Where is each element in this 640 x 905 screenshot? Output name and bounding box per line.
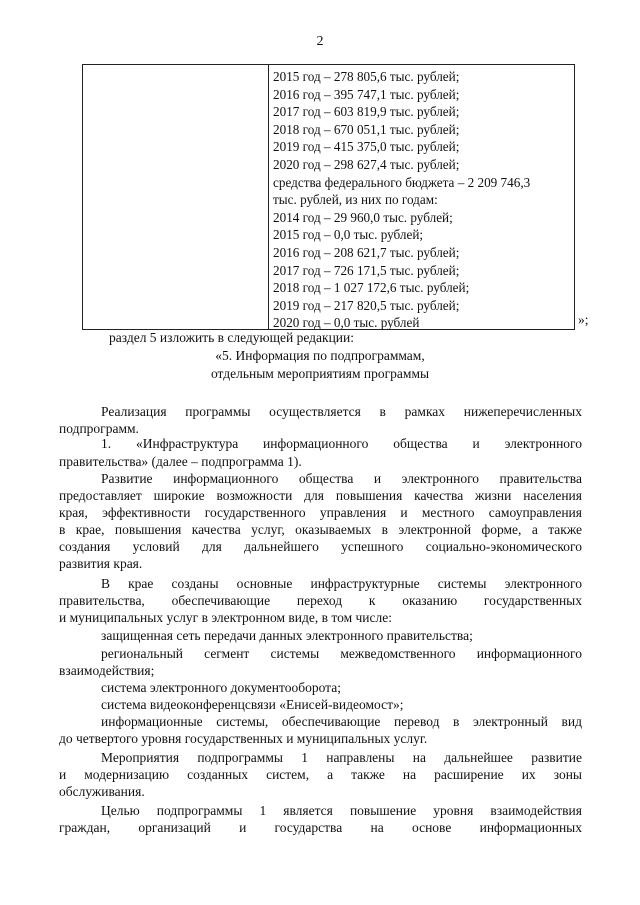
body-line: предоставляет широкие возможности для повышения качества жизни населения [59,488,582,503]
funding-line: 2017 год – 603 819,9 тыс. рублей; [273,104,460,120]
body-line: правительства» (далее – подпрограмма 1). [59,454,302,469]
body-line: система электронного документооборота; [101,680,341,695]
closing-quote: »; [578,312,589,327]
page-number: 2 [316,34,324,49]
funding-line: 2019 год – 415 375,0 тыс. рублей; [273,139,460,155]
funding-line: 2015 год – 0,0 тыс. рублей; [273,227,424,243]
funding-line: 2020 год – 0,0 тыс. рублей [273,315,420,331]
section-heading-line-1: «5. Информация по подпрограммам, [215,348,425,363]
body-line: края, эффективности государственного управления и местного самоуправления [59,505,582,520]
body-line: граждан, организаций и государства на основе информационных [59,820,582,835]
body-line: Реализация программы осуществляется в рамках нижеперечисленных [101,404,582,419]
body-line: и муниципальных услуг в электронном виде, в том числе: [59,610,392,625]
funding-line: тыс. рублей, из них по годам: [273,192,438,208]
body-line: до четвертого уровня государственных и муниципальных услуг. [59,731,428,746]
body-line: правительства, обеспечивающие переход к оказанию государственных [59,593,582,608]
body-line: Целью подпрограммы 1 является повышение уровня взаимодействия [101,803,582,818]
funding-cell [273,68,572,332]
table-column-divider [268,65,269,329]
funding-line: 2016 год – 395 747,1 тыс. рублей; [273,86,460,102]
funding-table [82,64,575,330]
body-line: Развитие информационного общества и электронного правительства [101,471,582,486]
body-line: создания условий для дальнейшего успешного социально-экономического [59,539,582,554]
funding-line: 2018 год – 1 027 172,6 тыс. рублей; [273,280,470,296]
funding-line: 2016 год – 208 621,7 тыс. рублей; [273,244,460,260]
body-line: информационные системы, обеспечивающие перевод в электронный вид [101,714,582,729]
funding-line: 2014 год – 29 960,0 тыс. рублей; [273,209,453,225]
body-line: система видеоконференцсвязи «Енисей-видеомост»; [101,697,404,712]
body-line: обслуживания. [59,784,145,799]
funding-line: 2015 год – 278 805,6 тыс. рублей; [273,69,460,84]
intro-line: раздел 5 изложить в следующей редакции: [109,330,355,345]
funding-line: средства федерального бюджета – 2 209 746,3 [273,174,531,190]
body-line: взаимодействия; [59,663,155,678]
funding-line: 2019 год – 217 820,5 тыс. рублей; [273,297,460,313]
body-line: и модернизацию созданных систем, а также на расширение их зоны [59,767,582,782]
body-line: региональный сегмент системы межведомственного информационного [101,646,582,661]
body-line: защищенная сеть передачи данных электронного правительства; [101,628,473,643]
body-line: В крае созданы основные инфраструктурные системы электронного [101,576,582,591]
funding-line: 2018 год – 670 051,1 тыс. рублей; [273,121,460,137]
funding-line: 2020 год – 298 627,4 тыс. рублей; [273,156,460,172]
body-line: 1. «Инфраструктура информационного общества и электронного [101,436,582,451]
body-line: подпрограмм. [59,421,139,436]
body-line: развития края. [59,556,143,571]
body-line: Мероприятия подпрограммы 1 направлены на дальнейшее развитие [101,750,582,765]
section-heading-line-2: отдельным мероприятиям программы [210,366,430,381]
funding-line: 2017 год – 726 171,5 тыс. рублей; [273,262,460,278]
body-line: в крае, повышения качества услуг, оказываемых в электронной форме, а также [59,522,582,537]
